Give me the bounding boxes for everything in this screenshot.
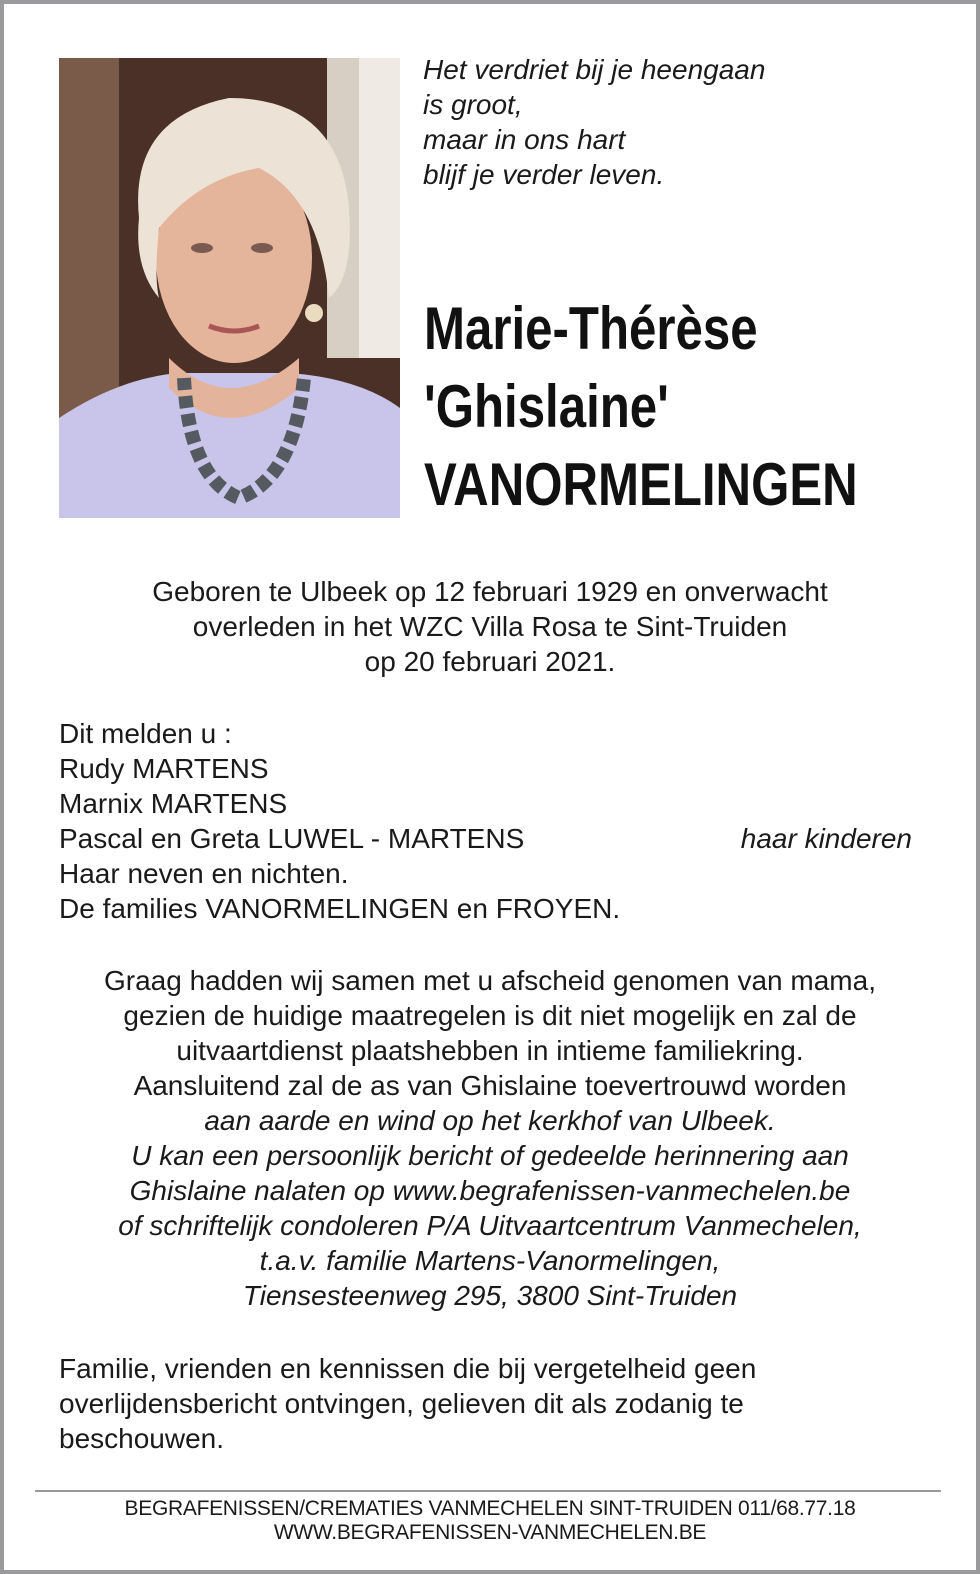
relation-label: haar kinderen bbox=[740, 823, 912, 854]
footer bbox=[30, 1497, 950, 1545]
text-line: op 20 februari 2021. bbox=[364, 646, 616, 677]
text-line: Ghislaine nalaten op www.begrafenissen-vanmechelen.be bbox=[129, 1175, 851, 1206]
text-line: Aansluitend zal de as van Ghislaine toevertrouwd worden bbox=[133, 1070, 847, 1101]
text-line: overleden in het WZC Villa Rosa te Sint-Truiden bbox=[192, 611, 788, 642]
announcer: Haar neven en nichten. bbox=[59, 858, 349, 889]
text-line: beschouwen. bbox=[59, 1423, 225, 1454]
funeral-home-website: WWW.BEGRAFENISSEN-VANMECHELEN.BE bbox=[273, 1521, 707, 1544]
ceremony-info bbox=[30, 963, 950, 1313]
announcers bbox=[59, 716, 912, 926]
closing-note bbox=[59, 1351, 756, 1456]
poem-line: blijf je verder leven. bbox=[423, 159, 665, 190]
text-line: Familie, vrienden en kennissen die bij vergetelheid geen bbox=[59, 1353, 757, 1384]
poem-line: is groot, bbox=[423, 89, 523, 120]
announcers-intro: Dit melden u : bbox=[59, 718, 232, 749]
poem-line: maar in ons hart bbox=[423, 124, 626, 155]
text-line: t.a.v. familie Martens-Vanormelingen, bbox=[259, 1245, 721, 1276]
announcer: Marnix MARTENS bbox=[59, 788, 288, 819]
text-line: aan aarde en wind op het kerkhof van Ulbeek. bbox=[204, 1105, 776, 1136]
poem-line: Het verdriet bij je heengaan bbox=[423, 54, 766, 85]
nickname: 'Ghislaine' bbox=[424, 373, 669, 440]
birth-death-info bbox=[30, 574, 950, 679]
announcer: Pascal en Greta LUWEL - MARTENS bbox=[59, 823, 525, 854]
announcer-row bbox=[59, 821, 912, 856]
text-line: Graag hadden wij samen met u afscheid genomen van mama, bbox=[104, 965, 876, 996]
text-line: overlijdensbericht ontvingen, gelieven dit als zodanig te bbox=[59, 1388, 744, 1419]
text-line: U kan een persoonlijk bericht of gedeelde herinnering aan bbox=[131, 1140, 849, 1171]
announcer: De families VANORMELINGEN en FROYEN. bbox=[59, 893, 621, 924]
text-line: gezien de huidige maatregelen is dit niet mogelijk en zal de bbox=[123, 1000, 857, 1031]
deceased-name bbox=[424, 290, 858, 524]
text-line: uitvaartdienst plaatshebben in intieme familiekring. bbox=[176, 1035, 804, 1066]
first-name: Marie-Thérèse bbox=[424, 295, 758, 362]
portrait-photo bbox=[59, 58, 400, 518]
announcer: Rudy MARTENS bbox=[59, 753, 269, 784]
poem bbox=[423, 52, 765, 192]
footer-divider bbox=[35, 1490, 941, 1492]
text-line: Tiensesteenweg 295, 3800 Sint-Truiden bbox=[242, 1280, 738, 1311]
surname: VANORMELINGEN bbox=[424, 451, 858, 518]
text-line: Geboren te Ulbeek op 12 februari 1929 en onverwacht bbox=[152, 576, 828, 607]
text-line: of schriftelijk condoleren P/A Uitvaartcentrum Vanmechelen, bbox=[118, 1210, 862, 1241]
funeral-home-contact: BEGRAFENISSEN/CREMATIES VANMECHELEN SINT-TRUIDEN 011/68.77.18 bbox=[124, 1497, 856, 1520]
